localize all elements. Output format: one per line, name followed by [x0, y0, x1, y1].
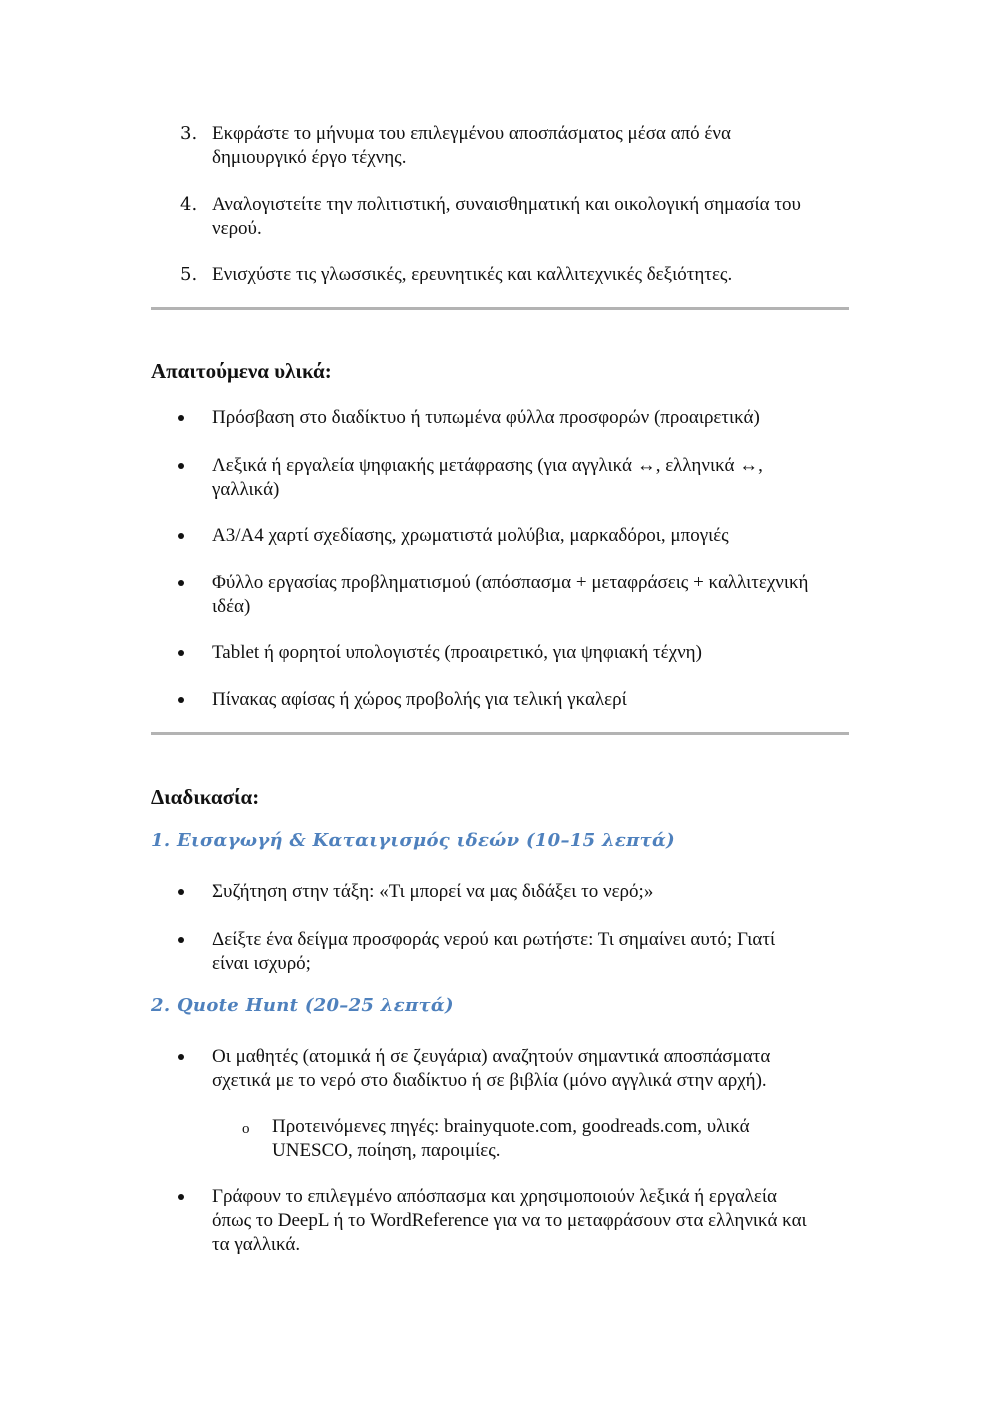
bullet-icon	[178, 937, 184, 943]
sub-bullet-icon: o	[242, 1121, 250, 1137]
materials-heading: Απαιτούμενα υλικά:	[151, 359, 332, 383]
material-line: γαλλικά)	[212, 479, 280, 500]
objective-line: Αναλογιστείτε την πολιτιστική, συναισθηματική και οικολογική σημασία του	[212, 194, 801, 215]
horizontal-rule	[151, 732, 849, 735]
step2-line: Γράφουν το επιλεγμένο απόσπασμα και χρησιμοποιούν λεξικά ή εργαλεία	[212, 1186, 777, 1207]
bullet-icon	[178, 1194, 184, 1200]
step2-line: σχετικά με το νερό στο διαδίκτυο ή σε βιβλία (μόνο αγγλικά στην αρχή).	[212, 1070, 767, 1091]
step1-line: Δείξτε ένα δείγμα προσφοράς νερού και ρωτήστε: Τι σημαίνει αυτό; Γιατί	[212, 929, 776, 950]
objective-number: 5.	[180, 264, 198, 285]
step2-line: όπως το DeepL ή το WordReference για να το μεταφράσουν στα ελληνικά και	[212, 1210, 807, 1231]
step1-title: 1. Εισαγωγή & Καταιγισμός ιδεών (10–15 λεπτά)	[151, 830, 675, 851]
material-line: Λεξικά ή εργαλεία ψηφιακής μετάφρασης (για αγγλικά ↔, ελληνικά ↔,	[212, 455, 763, 476]
step2-title: 2. Quote Hunt (20–25 λεπτά)	[151, 995, 454, 1016]
objective-line: Εκφράστε το μήνυμα του επιλεγμένου αποσπάσματος μέσα από ένα	[212, 123, 731, 144]
objective-number: 3.	[180, 123, 198, 144]
step1-line: Συζήτηση στην τάξη: «Τι μπορεί να μας διδάξει το νερό;»	[212, 881, 654, 902]
material-line: Πρόσβαση στο διαδίκτυο ή τυπωμένα φύλλα προσφορών (προαιρετικά)	[212, 407, 760, 428]
bullet-icon	[178, 463, 184, 469]
bullet-icon	[178, 697, 184, 703]
bullet-icon	[178, 415, 184, 421]
objective-line: νερού.	[212, 218, 262, 239]
step2-line: Οι μαθητές (ατομικά ή σε ζευγάρια) αναζητούν σημαντικά αποσπάσματα	[212, 1046, 771, 1067]
material-line: Tablet ή φορητοί υπολογιστές (προαιρετικό, για ψηφιακή τέχνη)	[212, 642, 702, 663]
objective-line: Ενισχύστε τις γλωσσικές, ερευνητικές και καλλιτεχνικές δεξιότητες.	[212, 264, 733, 285]
objective-number: 4.	[180, 194, 198, 215]
objective-line: δημιουργικό έργο τέχνης.	[212, 147, 407, 168]
bullet-icon	[178, 889, 184, 895]
bullet-icon	[178, 1054, 184, 1060]
horizontal-rule	[151, 307, 849, 310]
bullet-icon	[178, 650, 184, 656]
bullet-icon	[178, 580, 184, 586]
material-line: A3/A4 χαρτί σχεδίασης, χρωματιστά μολύβια, μαρκαδόροι, μπογιές	[212, 525, 729, 546]
material-line: ιδέα)	[212, 596, 251, 617]
material-line: Πίνακας αφίσας ή χώρος προβολής για τελική γκαλερί	[212, 689, 627, 710]
bullet-icon	[178, 533, 184, 539]
procedure-heading: Διαδικασία:	[151, 785, 260, 809]
sub-item-line: UNESCO, ποίηση, παροιμίες.	[272, 1140, 501, 1161]
step2-line: τα γαλλικά.	[212, 1234, 301, 1255]
step1-line: είναι ισχυρό;	[212, 953, 311, 974]
sub-item-line: Προτεινόμενες πηγές: brainyquote.com, goodreads.com, υλικά	[272, 1116, 750, 1137]
material-line: Φύλλο εργασίας προβληματισμού (απόσπασμα + μεταφράσεις + καλλιτεχνική	[212, 572, 809, 593]
